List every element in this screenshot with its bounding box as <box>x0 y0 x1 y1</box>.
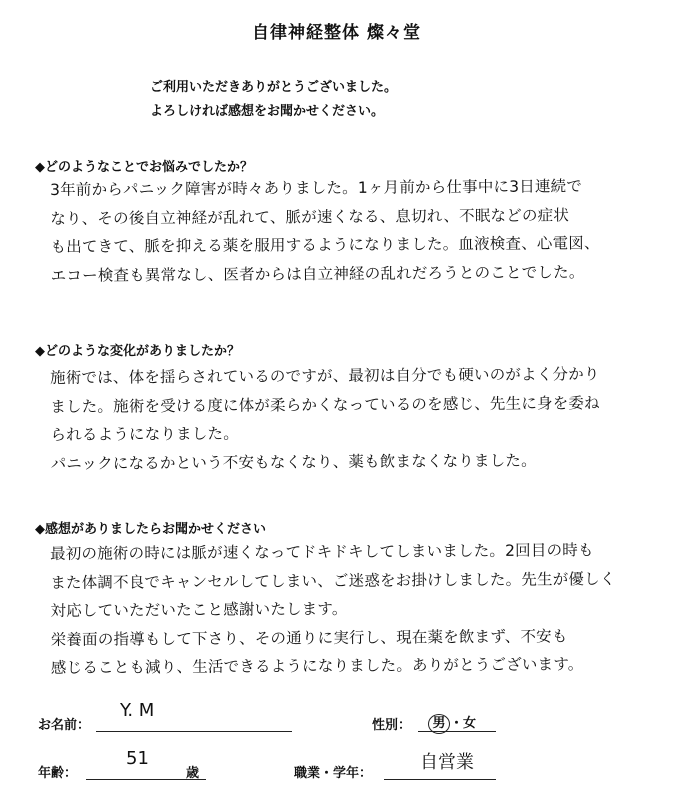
answer-3-line-1: 最初の施術の時には脈が速くなってドキドキしてしまいました。2回目の時も <box>50 541 594 563</box>
name-underline <box>96 731 292 732</box>
answer-2-line-2: ました。施術を受ける度に体が柔らかくなっているのを感じ、先生に身を委ね <box>50 393 600 416</box>
name-label: お名前： <box>38 718 91 733</box>
question-2-label: ◆どのような変化がありましたか？ <box>35 344 240 359</box>
answer-2 <box>50 360 661 478</box>
gender-separator: ・ <box>450 716 464 731</box>
job-value: 自営業 <box>420 752 474 773</box>
answer-3-line-4: 栄養面の指導もして下さり、その通りに実行し、現在薬を飲まず、不安も <box>50 626 568 649</box>
answer-3-line-5: 感じることも減り、生活できるようになりました。ありがとうございます。 <box>50 655 584 677</box>
age-label: 年齢： <box>38 766 78 781</box>
question-3-label: ◆感想がありましたらお聞かせください <box>35 522 266 537</box>
gender-male-option: 男 <box>428 714 450 734</box>
answer-3-line-3: 対応していただいたこと感謝いたします。 <box>50 599 348 620</box>
age-underline <box>86 779 206 780</box>
answer-3 <box>50 536 661 683</box>
job-underline <box>384 779 496 780</box>
intro-line-2: よろしければ感想をお聞かせください。 <box>150 104 385 119</box>
intro-line-1: ご利用いただきありがとうございました。 <box>150 80 398 95</box>
answer-1-line-2: なり、その後自立神経が乱れて、脈が速くなる、息切れ、不眠などの症状 <box>50 205 570 228</box>
job-label: 職業・学年： <box>294 766 373 781</box>
intro-text <box>150 76 397 124</box>
answer-3-line-2: また体調不良でキャンセルしてしまい、ご迷惑をお掛けしました。先生が優しく <box>50 569 616 592</box>
name-value: Y. M <box>120 700 155 721</box>
age-value: 51 <box>126 748 149 769</box>
answer-2-line-4: パニックになるかという不安もなくなり、薬も飲まなくなりました。 <box>50 451 537 473</box>
answer-1 <box>50 172 661 290</box>
answer-1-line-4: エコー検査も異常なし、医者からは自立神経の乱れだろうとのことでした。 <box>50 262 585 285</box>
answer-2-line-1: 施術では、体を揺らされているのですが、最初は自分でも硬いのがよく分かり <box>50 365 600 387</box>
gender-label: 性別： <box>372 718 412 733</box>
age-unit: 歳 <box>186 766 200 781</box>
clinic-name: 自律神経整体 燦々堂 <box>252 23 421 43</box>
answer-2-line-3: られるようになりました。 <box>50 424 239 444</box>
answer-1-line-1: 3年前からパニック障害が時々ありました。1ヶ月前から仕事中に3日連続で <box>50 177 583 199</box>
answer-1-line-3: も出てきて、脈を抑える薬を服用するようになりました。血液検査、心電図、 <box>50 234 600 256</box>
question-1-label: ◆どのようなことでお悩みでしたか？ <box>35 160 253 175</box>
gender-female-option: 女 <box>463 716 477 731</box>
gender-underline <box>418 731 496 732</box>
